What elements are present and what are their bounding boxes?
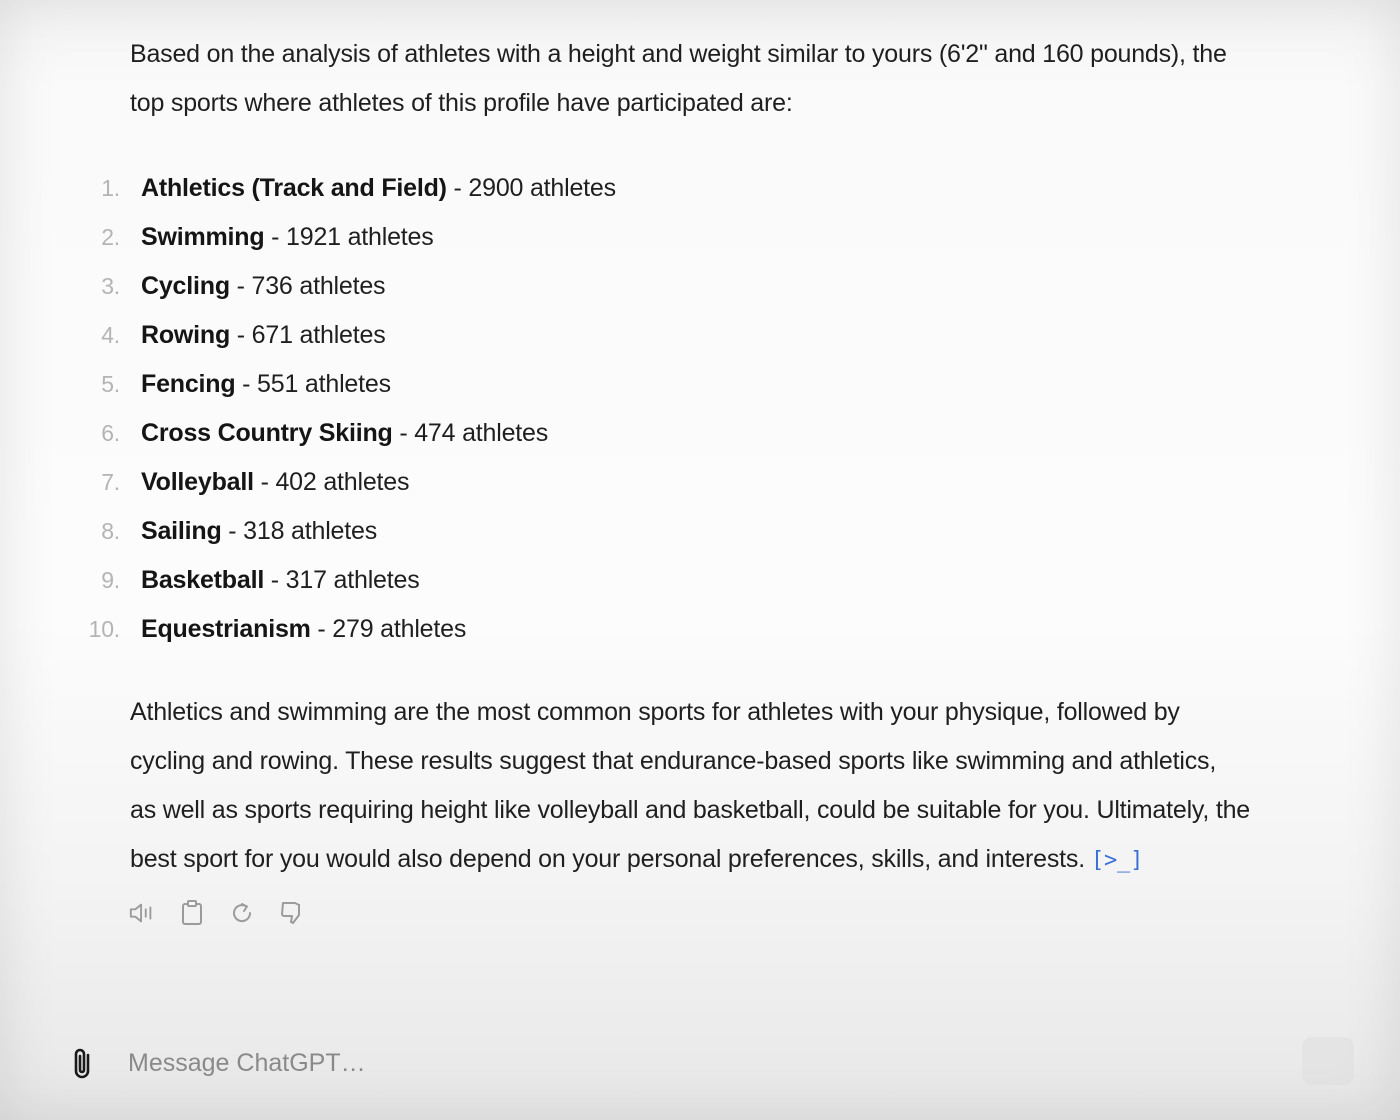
sport-name: Basketball <box>141 566 265 594</box>
summary-line: Athletics and swimming are the most common sports for athletes with your physique, followed by <box>130 698 1180 726</box>
intro-paragraph <box>130 30 1227 128</box>
list-item <box>0 164 700 213</box>
list-number: 9. <box>101 567 120 593</box>
message-composer <box>0 1025 1400 1105</box>
sports-list <box>0 164 700 654</box>
sport-count: - 2900 athletes <box>446 174 616 202</box>
message-input[interactable] <box>128 1041 1278 1085</box>
list-number: 3. <box>101 273 120 299</box>
list-number: 4. <box>101 322 120 348</box>
summary-paragraph <box>130 688 1250 885</box>
list-number: 6. <box>101 420 120 446</box>
summary-line <box>130 835 1250 885</box>
speaker-icon <box>128 900 156 926</box>
message-actions <box>128 898 306 928</box>
list-item <box>0 507 700 556</box>
list-number: 1. <box>101 175 120 201</box>
regenerate-button[interactable] <box>228 898 256 928</box>
sport-name: Rowing <box>141 321 231 349</box>
sport-count: - 1921 athletes <box>264 223 434 251</box>
send-button[interactable] <box>1302 1037 1354 1085</box>
sport-name: Fencing <box>141 370 236 398</box>
sport-count: - 317 athletes <box>264 566 420 594</box>
thumbs-down-icon <box>278 899 306 927</box>
sport-count: - 279 athletes <box>310 615 467 643</box>
copy-icon <box>179 899 205 927</box>
sport-name: Swimming <box>141 223 265 251</box>
sport-count: - 402 athletes <box>253 468 410 496</box>
intro-line: Based on the analysis of athletes with a height and weight similar to yours (6'2" and 160 pounds), the <box>130 40 1227 68</box>
list-item <box>0 213 700 262</box>
sport-name: Cycling <box>141 272 230 300</box>
sport-name: Volleyball <box>141 468 254 496</box>
sport-name: Sailing <box>141 517 222 545</box>
list-item <box>0 360 700 409</box>
bad-response-button[interactable] <box>278 898 306 928</box>
attach-button[interactable] <box>64 1043 102 1085</box>
summary-line-text: best sport for you would also depend on your personal preferences, skills, and interests. <box>130 845 1085 873</box>
list-number: 5. <box>101 371 120 397</box>
summary-line: as well as sports requiring height like volleyball and basketball, could be suitable for you. Ultimately, the <box>130 796 1251 824</box>
list-number: 8. <box>101 518 120 544</box>
paperclip-icon <box>68 1045 98 1083</box>
sport-count: - 318 athletes <box>221 517 377 545</box>
intro-line: top sports where athletes of this profile have participated are: <box>130 89 793 117</box>
list-item <box>0 311 700 360</box>
summary-line: cycling and rowing. These results suggest that endurance-based sports like swimming and athletics, <box>130 747 1217 775</box>
list-item <box>0 262 700 311</box>
analysis-source-link[interactable]: [>_] <box>1090 848 1144 873</box>
copy-button[interactable] <box>178 898 206 928</box>
list-item <box>0 556 700 605</box>
sport-count: - 474 athletes <box>392 419 549 447</box>
list-number: 10. <box>88 616 120 642</box>
sport-count: - 736 athletes <box>229 272 386 300</box>
regenerate-icon <box>228 899 256 927</box>
sport-name: Cross Country Skiing <box>141 419 393 447</box>
list-item <box>0 409 700 458</box>
read-aloud-button[interactable] <box>128 898 156 928</box>
sport-count: - 671 athletes <box>230 321 386 349</box>
sport-name: Athletics (Track and Field) <box>141 174 447 202</box>
list-item <box>0 458 700 507</box>
sport-name: Equestrianism <box>141 615 311 643</box>
sport-count: - 551 athletes <box>235 370 391 398</box>
list-number: 2. <box>101 224 120 250</box>
list-item <box>0 605 700 654</box>
list-number: 7. <box>101 469 120 495</box>
